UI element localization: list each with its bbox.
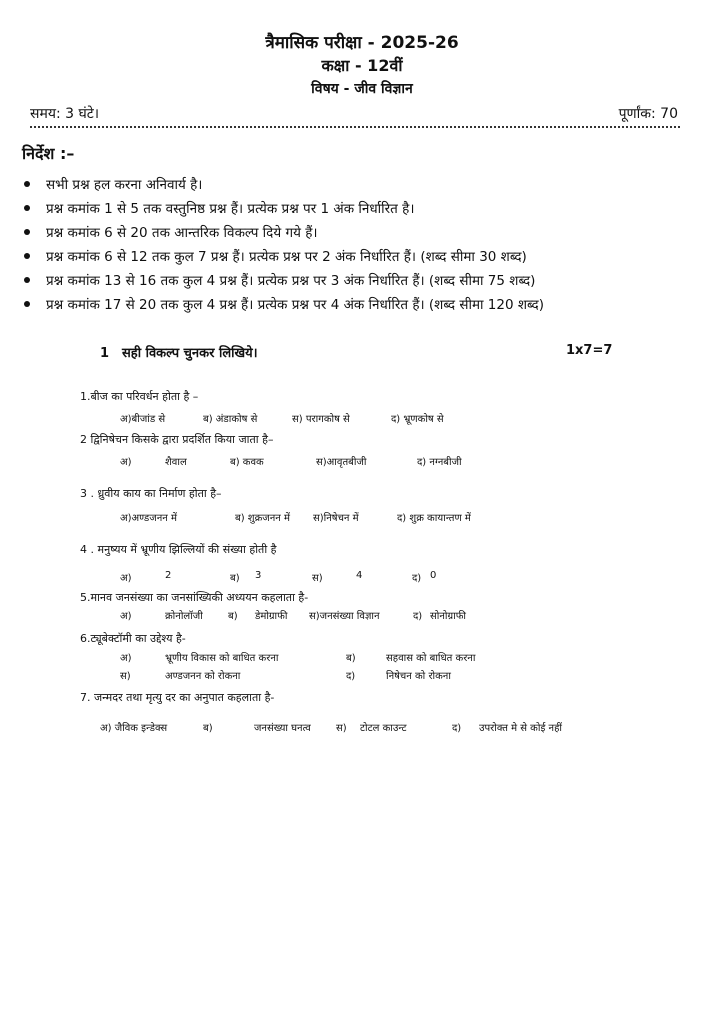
option-text: शैवाल: [165, 457, 187, 468]
instruction-item: [24, 175, 202, 193]
instruction-text: प्रश्न कमांक 13 से 16 तक कुल 4 प्रश्न हैं। प्रत्येक प्रश्न पर 3 अंक निर्धारित हैं। (शब्द सीमा 75 शब्द): [46, 273, 536, 289]
bullet-icon: [24, 181, 30, 187]
option-text: 3: [255, 570, 262, 581]
option-text: अ)बीजांड से: [120, 414, 166, 425]
option-text: स): [336, 723, 347, 734]
instruction-item: [24, 271, 535, 289]
question-text: 4 . मनुष्यय में भ्रूणीय झिल्लियों की संख्या होती है: [80, 543, 277, 556]
instruction-item: [24, 223, 317, 241]
option-text: अ): [120, 653, 132, 664]
question-text: 2 द्विनिषेचन किसके द्वारा प्रदर्शित किया जाता है–: [80, 433, 274, 446]
section-heading: [100, 343, 258, 361]
option-text: अ): [120, 611, 132, 622]
question-text: 6.ट्यूबेक्टॉमी का उद्देश्य है-: [80, 632, 186, 645]
option-text: 0: [430, 570, 437, 581]
option-text: अण्डजनन को रोकना: [165, 671, 241, 682]
option-text: द): [413, 611, 423, 622]
header-divider: [30, 126, 680, 128]
class-label: कक्षा - 12वीं: [321, 56, 403, 75]
option-text: द) नग्नबीजी: [417, 457, 462, 468]
subject-label: विषय - जीव विज्ञान: [311, 81, 413, 97]
option-text: द): [346, 671, 356, 682]
option-text: ब) शुक्रजनन में: [235, 513, 290, 524]
question-text: 5.मानव जनसंख्या का जनसांख्यिकी अध्ययन कहलाता है-: [80, 591, 309, 604]
option-text: भ्रूणीय विकास को बाधित करना: [165, 653, 279, 664]
instruction-item: [24, 247, 527, 265]
bullet-icon: [24, 253, 30, 259]
option-text: ब) अंडाकोष से: [203, 414, 258, 425]
instruction-text: प्रश्न कमांक 6 से 20 तक आन्तरिक विकल्प दिये गये हैं।: [46, 225, 318, 241]
max-marks-label: पूर्णांक: 70: [618, 106, 678, 122]
option-text: सोनोग्राफी: [430, 611, 467, 622]
instruction-text: प्रश्न कमांक 17 से 20 तक कुल 4 प्रश्न हैं। प्रत्येक प्रश्न पर 4 अंक निर्धारित हैं। (शब्द सीमा 120 शब्द): [46, 297, 544, 313]
bullet-icon: [24, 301, 30, 307]
instruction-text: प्रश्न कमांक 6 से 12 तक कुल 7 प्रश्न हैं। प्रत्येक प्रश्न पर 2 अंक निर्धारित हैं। (शब्द सीमा 30 शब्द): [46, 249, 527, 265]
instruction-text: सभी प्रश्न हल करना अनिवार्य है।: [46, 177, 203, 193]
instruction-text: प्रश्न कमांक 1 से 5 तक वस्तुनिष्ठ प्रश्न हैं। प्रत्येक प्रश्न पर 1 अंक निर्धारित है।: [46, 201, 415, 217]
section-title: सही विकल्प चुनकर लिखिये।: [122, 346, 258, 361]
option-text: ब) कवक: [230, 457, 264, 468]
exam-title: त्रैमासिक परीक्षा - 2025-26: [265, 33, 459, 53]
option-text: द) भ्रूणकोष से: [391, 414, 444, 425]
option-text: स)जनसंख्या विज्ञान: [309, 611, 380, 622]
option-text: द) शुक्र कायान्तण में: [397, 513, 471, 524]
option-text: टोटल काउन्ट: [360, 723, 407, 734]
bullet-icon: [24, 277, 30, 283]
question-text: 3 . ध्रुवीय काय का निर्माण होता है–: [80, 487, 222, 500]
option-text: सहवास को बाधित करना: [386, 653, 476, 664]
question-text: 7. जन्मदर तथा मृत्यु दर का अनुपात कहलाता है-: [80, 691, 275, 704]
option-text: अ) जैविक इन्डेक्स: [100, 723, 168, 734]
option-text: ब): [230, 573, 240, 584]
option-text: स): [120, 671, 131, 682]
time-label: समय: 3 घंटे।: [30, 106, 100, 122]
instructions-heading: निर्देश :–: [22, 144, 75, 163]
option-text: जनसंख्या घनत्व: [254, 723, 311, 734]
option-text: स) परागकोष से: [292, 414, 350, 425]
bullet-icon: [24, 205, 30, 211]
option-text: निषेचन को रोकना: [386, 671, 451, 682]
option-text: क्रोनोलॉजी: [165, 611, 203, 622]
option-text: अ)अण्डजनन में: [120, 513, 177, 524]
option-text: अ): [120, 457, 132, 468]
option-text: स): [312, 573, 323, 584]
option-text: ब): [346, 653, 356, 664]
option-text: अ): [120, 573, 132, 584]
instruction-item: [24, 295, 544, 313]
option-text: डेमोग्राफी: [255, 611, 288, 622]
question-text: 1.बीज का परिवर्धन होता है –: [80, 390, 199, 403]
instruction-item: [24, 199, 414, 217]
option-text: स)निषेचन में: [313, 513, 359, 524]
option-text: द): [452, 723, 462, 734]
option-text: 2: [165, 570, 172, 581]
option-text: ब): [203, 723, 213, 734]
option-text: ब): [228, 611, 238, 622]
option-text: उपरोक्त मे से कोई नहीं: [479, 723, 562, 734]
bullet-icon: [24, 229, 30, 235]
section-number: 1: [100, 346, 110, 361]
option-text: स)आवृतबीजी: [316, 457, 367, 468]
option-text: द): [412, 573, 422, 584]
section-marks: 1x7=7: [566, 343, 613, 358]
option-text: 4: [356, 570, 363, 581]
